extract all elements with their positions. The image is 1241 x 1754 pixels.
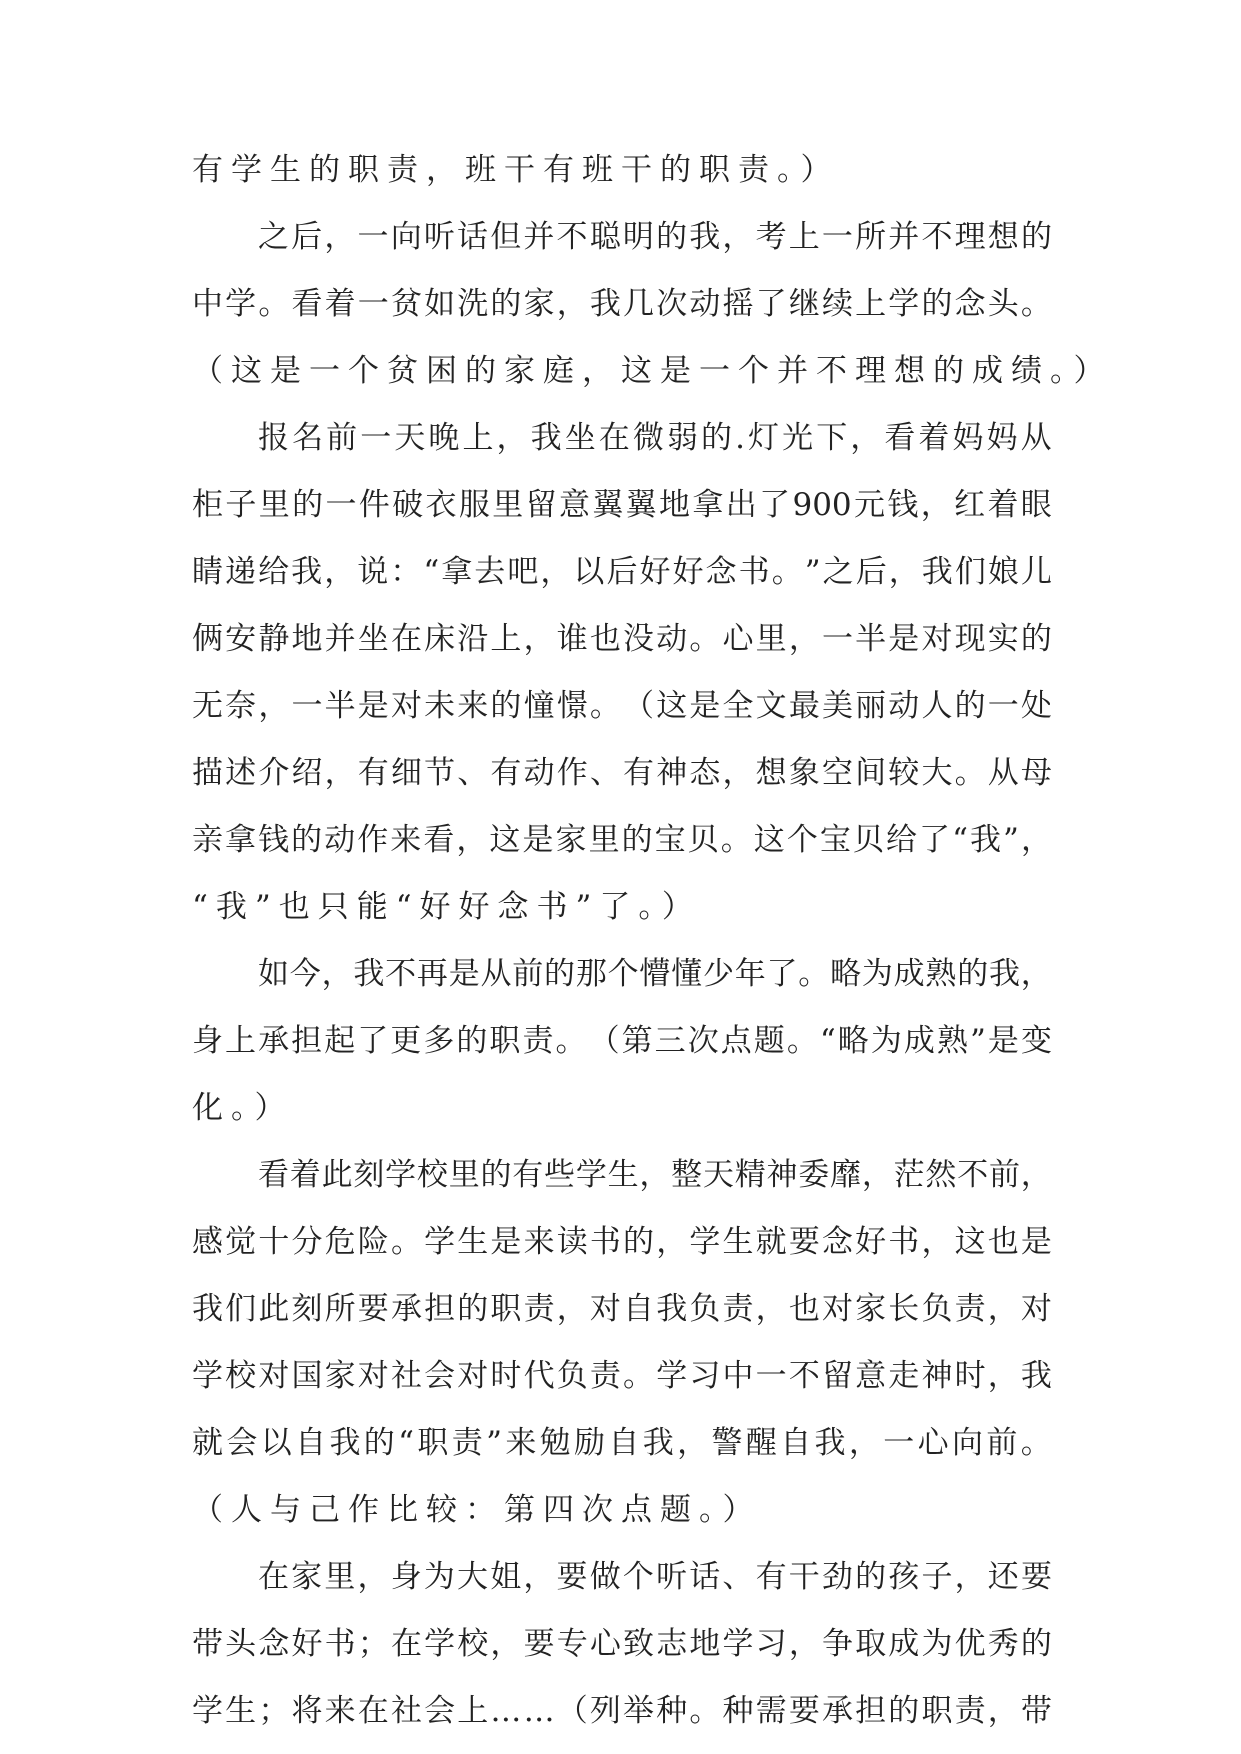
text-line: 中 学 。 看 着 一 贫 如 洗 的 家 ， 我 几 次 动 摇 了 继 续 上 学 的 念 头 。 <box>192 286 1052 322</box>
text-line: 之 后 ， 一 向 听 话 但 并 不 聪 明 的 我 ， 考 上 一 所 并 不 理 想 的 <box>258 219 1052 255</box>
text-line: 就 会 以 自 我 的 “ 职 责 ” 来 勉 励 自 我 ， 警 醒 自 我 ， 一 心 向 前 。 <box>192 1425 1052 1461</box>
text-line: 亲 拿 钱 的 动 作 来 看 ， 这 是 家 里 的 宝 贝 。 这 个 宝 贝 给 了 “ 我 ” ， <box>192 822 1052 858</box>
text-line: 化。） <box>192 1090 294 1126</box>
text-line: 柜 子 里 的 一 件 破 衣 服 里 留 意 翼 翼 地 拿 出 了 900 元 钱 ， 红 着 眼 <box>192 487 1052 523</box>
text-line: 睛 递 给 我 ， 说 ： “ 拿 去 吧 ， 以 后 好 好 念 书 。 ” 之 后 ， 我 们 娘 儿 <box>192 554 1052 590</box>
text-line: 身 上 承 担 起 了 更 多 的 职 责 。 （ 第 三 次 点 题 。 “ 略 为 成 熟 ” 是 变 <box>192 1023 1052 1059</box>
text-line: 如 今 ， 我 不 再 是 从 前 的 那 个 懵 懂 少 年 了 。 略 为 成 熟 的 我 ， <box>258 956 1052 992</box>
text-line: 描 述 介 绍 ， 有 细 节 、 有 动 作 、 有 神 态 ， 想 象 空 间 较 大 。 从 母 <box>192 755 1052 791</box>
text-line: 有学生的职责，班干有班干的职责。） <box>192 152 840 188</box>
text-line: （这是一个贫困的家庭，这是一个并不理想的成绩。） <box>192 353 1113 389</box>
text-line: 无 奈 ， 一 半 是 对 未 来 的 憧 憬 。 （ 这 是 全 文 最 美 丽 动 人 的 一 处 <box>192 688 1052 724</box>
text-line: 俩 安 静 地 并 坐 在 床 沿 上 ， 谁 也 没 动 。 心 里 ， 一 半 是 对 现 实 的 <box>192 621 1052 657</box>
text-line: 带 头 念 好 书 ； 在 学 校 ， 要 专 心 致 志 地 学 习 ， 争 取 成 为 优 秀 的 <box>192 1626 1052 1662</box>
text-line: 在 家 里 ， 身 为 大 姐 ， 要 做 个 听 话 、 有 干 劲 的 孩 子 ， 还 要 <box>258 1559 1052 1595</box>
text-line: 学 生 ； 将 来 在 社 会 上 … … （ 列 举 种 。 种 需 要 承 担 的 职 责 ， 带 <box>192 1693 1052 1729</box>
text-line: 看 着 此 刻 学 校 里 的 有 些 学 生 ， 整 天 精 神 委 靡 ， 茫 然 不 前 ， <box>258 1157 1052 1193</box>
text-line: 学 校 对 国 家 对 社 会 对 时 代 负 责 。 学 习 中 一 不 留 意 走 神 时 ， 我 <box>192 1358 1052 1394</box>
text-line: “我”也只能“好好念书”了。） <box>192 889 701 925</box>
text-line: 我 们 此 刻 所 要 承 担 的 职 责 ， 对 自 我 负 责 ， 也 对 家 长 负 责 ， 对 <box>192 1291 1052 1327</box>
text-line: （人与己作比较：第四次点题。） <box>192 1492 762 1528</box>
text-line: 感 觉 十 分 危 险 。 学 生 是 来 读 书 的 ， 学 生 就 要 念 好 书 ， 这 也 是 <box>192 1224 1052 1260</box>
text-line: 报 名 前 一 天 晚 上 ， 我 坐 在 微 弱 的 . 灯 光 下 ， 看 着 妈 妈 从 <box>258 420 1052 456</box>
